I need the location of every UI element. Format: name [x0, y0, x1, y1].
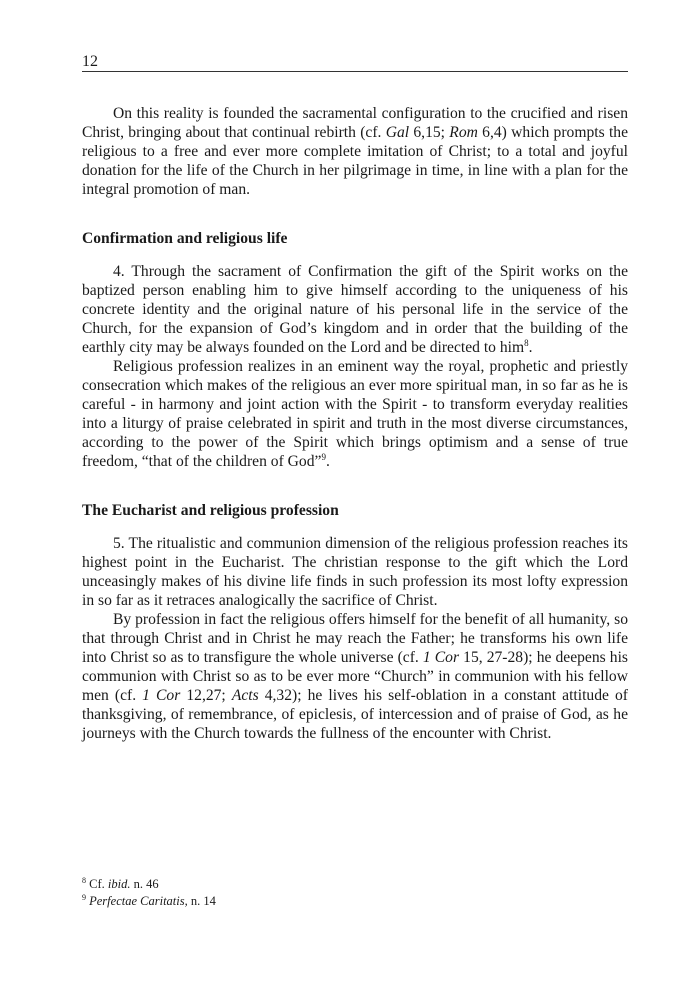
- section-heading-confirmation: Confirmation and religious life: [82, 230, 288, 247]
- citation-1cor-b: 1 Cor: [142, 687, 181, 704]
- paragraph-5: 5. The ritualistic and communion dimension of the religious profession reaches its highest point in the Eucharist. The christian response to the gift which the Lord unceasingly makes of his divine life finds in such profession its most lofty expression in so far as it retraces analogically the sacrifice of Christ.: [82, 535, 628, 609]
- citation-gal: Gal: [385, 124, 410, 141]
- paragraph-5b: By profession in fact the religious offers himself for the benefit of all humanity, so that through Christ and in Christ he may reach the Father; he transforms his own life into Christ so as to transfigure the whole universe (cf. 1 Cor 15, 27-28); he deepens his communion with Christ so as to be ever more “Church” in communion with his fellow men (cf. 1 Cor 12,27; Acts 4,32); he lives his self-oblation in a constant attitude of thanksgiving, of remembrance, of epiclesis, of intercession and of praise of God, as he journeys with the Church towards the fullness of the encounter with Christ.: [82, 611, 628, 742]
- footnote-ref-9: 9: [321, 451, 326, 462]
- citation-acts: Acts: [231, 687, 259, 704]
- paragraph-4b: Religious profession realizes in an eminent way the royal, prophetic and priestly consecration which makes of the religious an ever more spiritual man, in so far as he is careful - in harmony and joint action with the Spirit - to transform everyday realities into a liturgy of praise celebrated in spirit and truth in the most diverse circumstances, according to the power of the Spirit which brings optimism and a sense of true freedom, “that of the children of God”$^9$.: [82, 358, 628, 470]
- running-header: [82, 52, 628, 72]
- footnote-ref-8: 8: [524, 337, 529, 348]
- paragraph-intro: On this reality is founded the sacramental configuration to the crucified and risen Christ, bringing about that continual rebirth (cf. Gal 6,15; Rom 6,4) which prompts the religious to a free and ever more complete imitation of Christ; to a total and joyful donation for the life of the Church in her pilgrimage in time, in line with a plan for the integral promotion of man.: [82, 105, 628, 198]
- footnote-8: $^8$ Cf. ibid. n. 46: [82, 875, 159, 891]
- section-heading-eucharist: The Eucharist and religious profession: [82, 502, 339, 519]
- page-number: 12: [82, 53, 98, 70]
- citation-1cor-a: 1 Cor: [422, 649, 460, 666]
- citation-rom: Rom: [449, 124, 478, 141]
- paragraph-4: 4. Through the sacrament of Confirmation the gift of the Spirit works on the baptized person enabling him to give himself according to the uniqueness of his concrete identity and the original nature of his personal life in the service of the Church, for the expansion of God’s kingdom and in order that the building of the earthly city may be always founded on the Lord and be directed to him$^8$.: [82, 263, 628, 356]
- footnotes: [82, 876, 628, 910]
- body-text: [82, 104, 628, 743]
- footnote-9: $^9$ Perfectae Caritatis, n. 14: [82, 892, 216, 908]
